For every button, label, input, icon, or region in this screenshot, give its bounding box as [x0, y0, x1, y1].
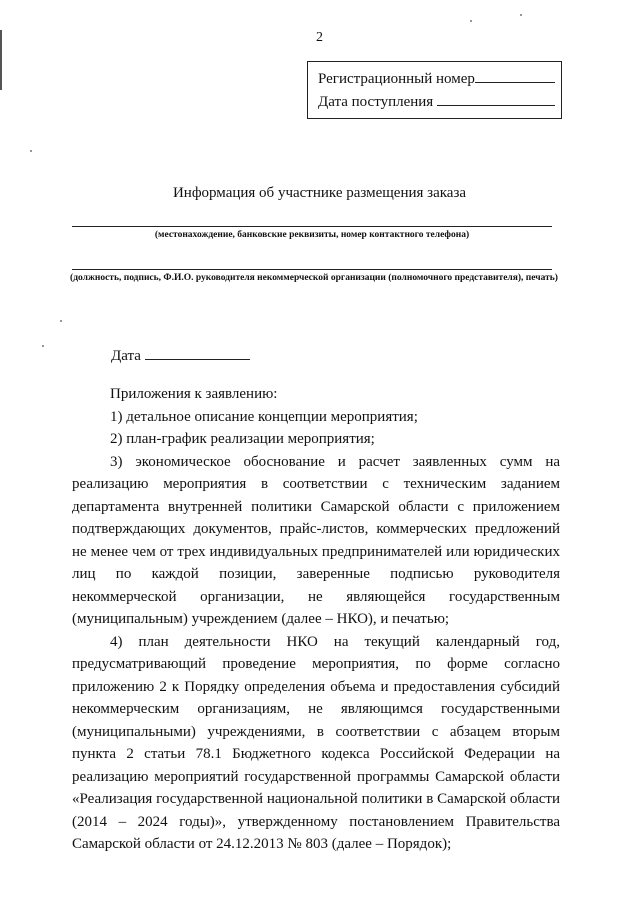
attachment-item: 2) план-график реализации мероприятия; — [110, 431, 375, 447]
attachments-heading: Приложения к заявлению: — [110, 386, 278, 402]
attachment-item: 1) детальное описание концепции мероприятия; — [110, 408, 418, 425]
signature-fill-line — [72, 269, 552, 270]
registration-number-label: Регистрационный номер — [318, 71, 475, 87]
attachments-section — [72, 383, 560, 856]
received-date-row — [318, 91, 561, 114]
scan-speck — [520, 14, 522, 16]
received-date-label: Дата поступления — [318, 94, 434, 110]
scan-speck — [42, 345, 44, 347]
received-date-blank — [437, 91, 555, 106]
date-field — [111, 345, 250, 365]
attachment-item: 3) экономическое обоснование и расчет заявленных сумм на реализацию мероприятия в соответствии с техническим заданием департамента внутренней политики Самарской области с приложением подтверждающих документов, прайс-листов, коммерческих предложений не менее чем от трех индивидуальных предпринимателей или юридических лиц по каждой позиции, заверенные подписью руководителя некоммерческой организации, не являющейся государственным (муниципальным) учреждением (далее – НКО), и печатью; — [72, 453, 560, 627]
scan-speck — [30, 150, 32, 152]
page-title: Информация об участнике размещения заказа — [172, 185, 467, 201]
attachment-item: 4) план деятельности НКО на текущий календарный год, предусматривающий проведение мероприятия, по форме согласно приложению 2 к Порядку определения объема и предоставления субсидий некоммерческим организациям, не являющимся государственными (муниципальными) учреждениями, в соответствии с абзацем вторым пункта 2 статьи 78.1 Бюджетного кодекса Российской Федерации на реализацию мероприятий государственной программы Самарской области «Реализация государственной национальной политики в Самарской области (2014 – 2024 годы)», утвержденному постановлением Правительства Самарской области от 24.12.2013 № 803 (далее – Порядок); — [72, 633, 560, 852]
location-fill-line — [72, 226, 552, 227]
date-blank — [145, 345, 250, 360]
scan-speck — [470, 20, 472, 22]
date-label: Дата — [111, 348, 141, 364]
registration-box — [307, 61, 562, 119]
location-caption: (местонахождение, банковские реквизиты, номер контактного телефона) — [154, 230, 470, 240]
registration-number-blank — [475, 68, 555, 83]
signature-caption: (должность, подпись, Ф.И.О. руководителя некоммерческой организации (полномочного представителя), печать) — [70, 273, 558, 283]
registration-number-row — [318, 68, 561, 91]
page-number: 2 — [316, 30, 323, 45]
scan-speck — [60, 320, 62, 322]
